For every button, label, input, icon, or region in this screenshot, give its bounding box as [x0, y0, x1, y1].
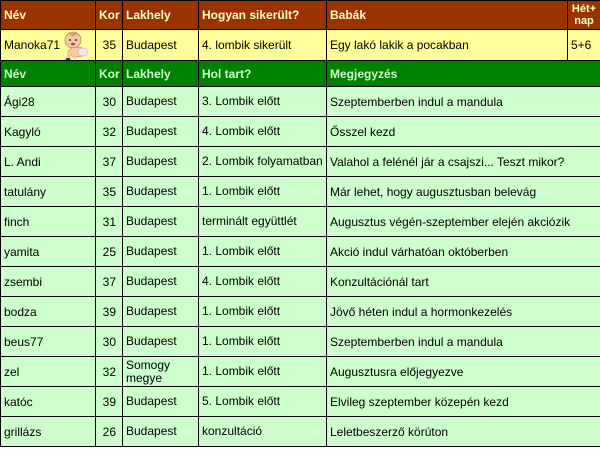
second-header-row — [1, 61, 600, 87]
header-name: Név — [1, 1, 96, 30]
member-note: Valahol a felénél jár a csajszi... Teszt mikor? — [327, 147, 600, 177]
member-status: 3. Lombik előtt — [199, 87, 327, 117]
success-name: Manoka71 — [4, 38, 61, 52]
member-status: 1. Lombik előtt — [199, 237, 327, 267]
table-row — [1, 417, 600, 447]
header2-city: Lakhely — [123, 61, 199, 87]
member-city: Budapest — [123, 177, 199, 207]
member-name: tatulány — [1, 177, 96, 207]
member-age: 39 — [96, 297, 123, 327]
header-city: Lakhely — [123, 1, 199, 30]
member-age: 25 — [96, 237, 123, 267]
member-note: Jövő héten indul a hormonkezelés — [327, 297, 600, 327]
header-week-day: Hét+ nap — [568, 1, 600, 30]
member-city: Somogy megye — [123, 357, 199, 387]
member-city: Budapest — [123, 207, 199, 237]
table-row — [1, 207, 600, 237]
table-row — [1, 327, 600, 357]
table-row — [1, 87, 600, 117]
member-rows — [1, 87, 600, 447]
table-row — [1, 177, 600, 207]
member-name: L. Andi — [1, 147, 96, 177]
member-name: beus77 — [1, 327, 96, 357]
member-note: Elvileg szeptember közepén kezd — [327, 387, 600, 417]
member-name: finch — [1, 207, 96, 237]
member-name: zsembi — [1, 267, 96, 297]
header-babies: Babák — [327, 1, 568, 30]
table-row — [1, 117, 600, 147]
member-note: Ősszel kezd — [327, 117, 600, 147]
member-city: Budapest — [123, 237, 199, 267]
member-name: grillázs — [1, 417, 96, 447]
member-age: 32 — [96, 117, 123, 147]
member-city: Budapest — [123, 327, 199, 357]
member-name: katóc — [1, 387, 96, 417]
member-status: 4. Lombik előtt — [199, 117, 327, 147]
header-age: Kor — [96, 1, 123, 30]
member-age: 37 — [96, 147, 123, 177]
member-note: Konzultációnál tart — [327, 267, 600, 297]
member-status: 1. Lombik előtt — [199, 327, 327, 357]
member-note: Szeptemberben indul a mandula — [327, 327, 600, 357]
member-city: Budapest — [123, 387, 199, 417]
member-status: 1. Lombik előtt — [199, 357, 327, 387]
member-age: 26 — [96, 417, 123, 447]
success-age: 35 — [96, 30, 123, 61]
header2-note: Megjegyzés — [327, 61, 600, 87]
member-age: 39 — [96, 387, 123, 417]
member-status: 2. Lombik folyamatban — [199, 147, 327, 177]
member-note: Már lehet, hogy augusztusban belevág — [327, 177, 600, 207]
member-note: Augusztusra előjegyezve — [327, 357, 600, 387]
success-how: 4. lombik sikerült — [199, 30, 327, 61]
member-city: Budapest — [123, 147, 199, 177]
top-header-row — [1, 1, 600, 30]
table-row — [1, 387, 600, 417]
table-row — [1, 297, 600, 327]
header2-name: Név — [1, 61, 96, 87]
member-age: 30 — [96, 327, 123, 357]
member-age: 37 — [96, 267, 123, 297]
success-week-day: 5+6 — [568, 30, 600, 61]
crawling-baby-icon — [59, 30, 91, 60]
success-name-cell — [1, 30, 96, 61]
member-name: Kagyló — [1, 117, 96, 147]
member-note: Leletbeszerző körúton — [327, 417, 600, 447]
member-city: Budapest — [123, 267, 199, 297]
header2-status: Hol tart? — [199, 61, 327, 87]
table-row — [1, 267, 600, 297]
member-name: Ági28 — [1, 87, 96, 117]
member-status: konzultáció — [199, 417, 327, 447]
member-status: 1. Lombik előtt — [199, 297, 327, 327]
member-status: 1. Lombik előtt — [199, 177, 327, 207]
success-row — [1, 30, 600, 61]
header2-age: Kor — [96, 61, 123, 87]
success-babies: Egy lakó lakik a pocakban — [327, 30, 568, 61]
member-age: 30 — [96, 87, 123, 117]
table-row — [1, 357, 600, 387]
member-age: 35 — [96, 177, 123, 207]
table-row — [1, 237, 600, 267]
member-note: Akció indul várhatóan októberben — [327, 237, 600, 267]
member-city: Budapest — [123, 87, 199, 117]
member-status: terminált együttlét — [199, 207, 327, 237]
member-city: Budapest — [123, 297, 199, 327]
success-city: Budapest — [123, 30, 199, 61]
member-status: 5. Lombik előtt — [199, 387, 327, 417]
member-city: Budapest — [123, 417, 199, 447]
member-note: Augusztus végén-szeptember elején akciózik — [327, 207, 600, 237]
member-city: Budapest — [123, 117, 199, 147]
member-name: yamita — [1, 237, 96, 267]
member-status: 4. Lombik előtt — [199, 267, 327, 297]
member-age: 32 — [96, 357, 123, 387]
header-how: Hogyan sikerült? — [199, 1, 327, 30]
member-name: zel — [1, 357, 96, 387]
member-name: bodza — [1, 297, 96, 327]
member-note: Szeptemberben indul a mandula — [327, 87, 600, 117]
member-age: 31 — [96, 207, 123, 237]
table-row — [1, 147, 600, 177]
